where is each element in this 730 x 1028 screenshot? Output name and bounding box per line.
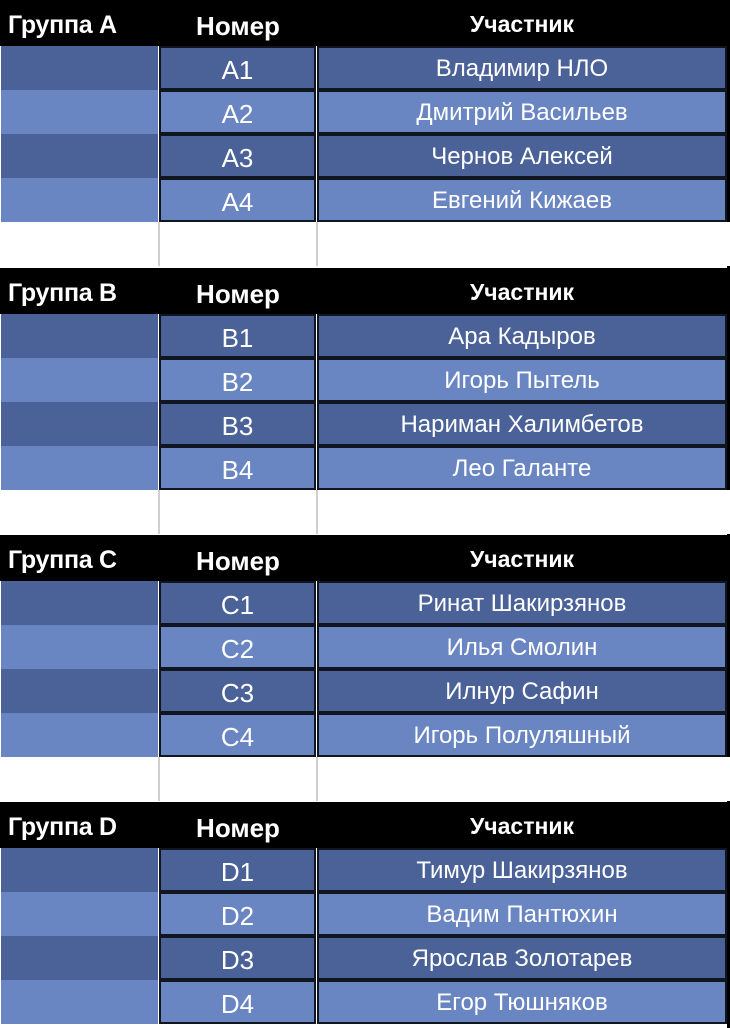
spacer-row (0, 222, 730, 266)
empty-group-cell (1, 625, 158, 669)
participant-name: Лео Галанте (317, 446, 727, 490)
empty-group-cell (1, 90, 158, 134)
participant-name: Нариман Халимбетов (317, 402, 727, 446)
gridline (158, 757, 160, 801)
empty-group-cell (1, 46, 158, 90)
participant-number: A2 (159, 90, 316, 134)
table-row (0, 90, 730, 134)
empty-group-cell (1, 358, 158, 402)
participant-name: Вадим Пантюхин (317, 892, 727, 936)
participant-number: C2 (159, 625, 316, 669)
empty-group-cell (1, 980, 158, 1024)
participant-column-header: Участник (469, 279, 575, 305)
group-block (0, 802, 730, 1026)
table-row (0, 314, 730, 358)
participant-number: C1 (159, 581, 316, 625)
participant-number: B1 (159, 314, 316, 358)
spacer-row (0, 757, 730, 801)
gridline (316, 490, 318, 534)
number-column-header: Номер (196, 279, 280, 309)
number-column-header: Номер (196, 546, 280, 576)
empty-group-cell (1, 848, 158, 892)
group-block (0, 535, 730, 759)
participant-number: D1 (159, 848, 316, 892)
table-row (0, 980, 730, 1024)
number-column-header: Номер (196, 813, 280, 843)
group-title: Группа A (8, 11, 117, 39)
table-row (0, 848, 730, 892)
participant-number: A3 (159, 134, 316, 178)
spacer-row (0, 490, 730, 534)
participant-name: Егор Тюшняков (317, 980, 727, 1024)
participant-number: D3 (159, 936, 316, 980)
participant-column-header: Участник (469, 813, 575, 839)
participant-number: B4 (159, 446, 316, 490)
group-header-row (0, 535, 730, 581)
gridline (316, 757, 318, 801)
participant-name: Евгений Кижаев (317, 178, 727, 222)
gridline (316, 222, 318, 266)
table-row (0, 713, 730, 757)
participant-name: Чернов Алексей (317, 134, 727, 178)
table-row (0, 581, 730, 625)
participant-number: C4 (159, 713, 316, 757)
participant-number: A4 (159, 178, 316, 222)
group-header-row (0, 802, 730, 848)
table-row (0, 936, 730, 980)
table-row (0, 402, 730, 446)
group-header-row (0, 268, 730, 314)
participant-name: Дмитрий Васильев (317, 90, 727, 134)
participant-name: Игорь Полуляшный (317, 713, 727, 757)
empty-group-cell (1, 402, 158, 446)
gridline (158, 490, 160, 534)
participant-name: Ара Кадыров (317, 314, 727, 358)
group-title: Группа B (8, 279, 117, 307)
empty-group-cell (1, 314, 158, 358)
table-row (0, 446, 730, 490)
empty-group-cell (1, 669, 158, 713)
participant-name: Ринат Шакирзянов (317, 581, 727, 625)
participant-name: Игорь Пытель (317, 358, 727, 402)
group-title: Группа D (8, 813, 117, 841)
table-row (0, 892, 730, 936)
empty-group-cell (1, 892, 158, 936)
empty-group-cell (1, 134, 158, 178)
group-header-row (0, 0, 730, 46)
table-row (0, 178, 730, 222)
empty-group-cell (1, 446, 158, 490)
participant-number: C3 (159, 669, 316, 713)
table-row (0, 46, 730, 90)
group-block (0, 268, 730, 492)
participant-name: Илнур Сафин (317, 669, 727, 713)
empty-group-cell (1, 178, 158, 222)
participant-column-header: Участник (469, 11, 575, 37)
participant-number: A1 (159, 46, 316, 90)
table-row (0, 134, 730, 178)
participant-name: Ярослав Золотарев (317, 936, 727, 980)
empty-group-cell (1, 581, 158, 625)
table-row (0, 625, 730, 669)
participant-number: B3 (159, 402, 316, 446)
participant-number: D2 (159, 892, 316, 936)
table-row (0, 358, 730, 402)
table-row (0, 669, 730, 713)
group-block (0, 0, 730, 224)
number-column-header: Номер (196, 11, 280, 41)
group-title: Группа C (8, 546, 117, 574)
participant-name: Илья Смолин (317, 625, 727, 669)
empty-group-cell (1, 936, 158, 980)
participant-number: D4 (159, 980, 316, 1024)
gridline (158, 222, 160, 266)
participant-name: Владимир НЛО (317, 46, 727, 90)
participant-name: Тимур Шакирзянов (317, 848, 727, 892)
participant-number: B2 (159, 358, 316, 402)
participant-column-header: Участник (469, 546, 575, 572)
empty-group-cell (1, 713, 158, 757)
